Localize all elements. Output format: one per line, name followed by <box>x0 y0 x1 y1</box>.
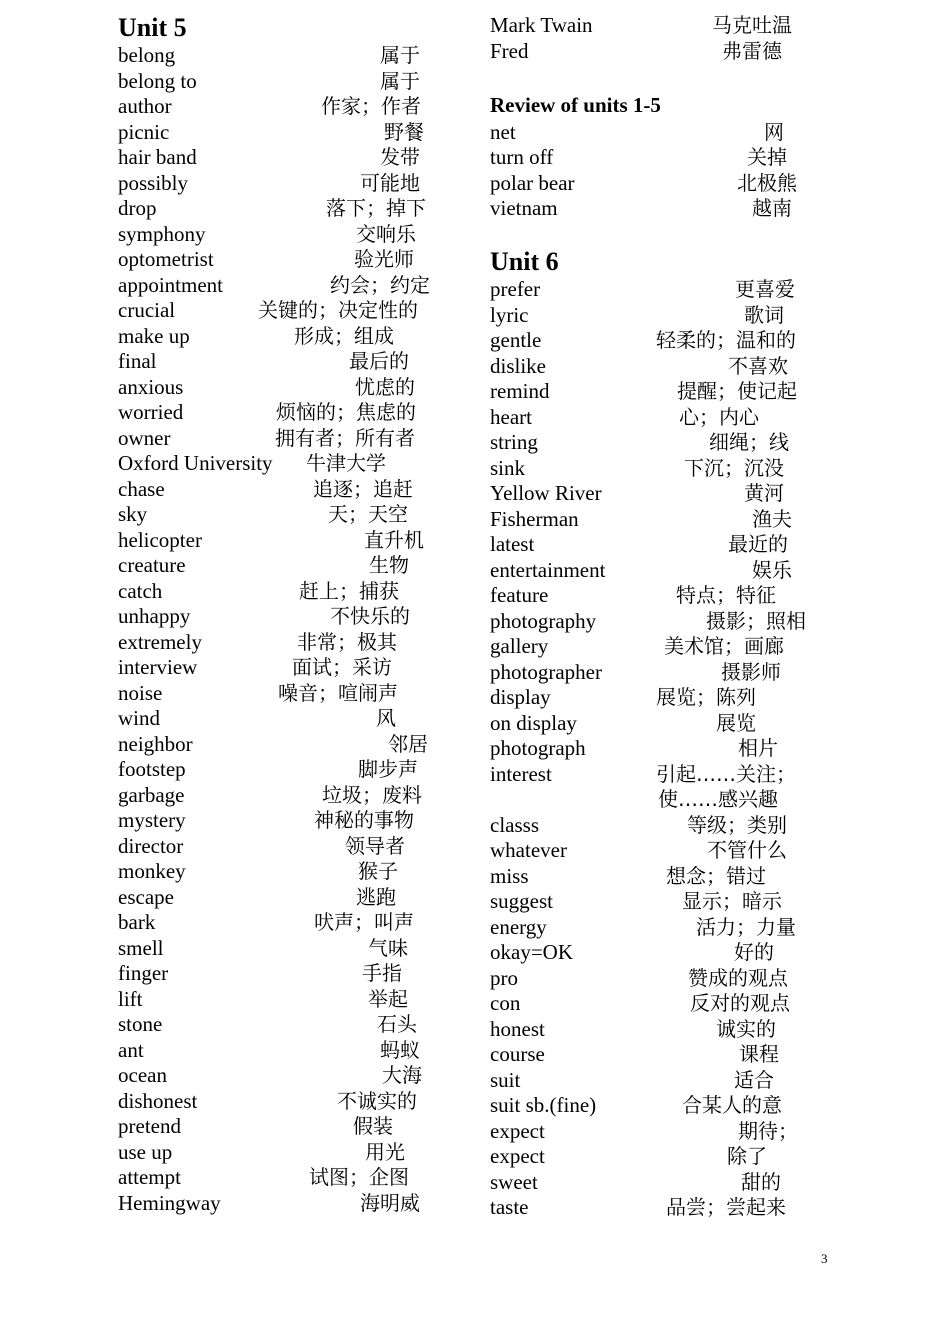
chinese-meaning: 神秘的事物 <box>314 808 414 832</box>
english-word: wind <box>118 706 160 730</box>
english-word: mystery <box>118 808 186 832</box>
chinese-meaning: 展览；陈列 <box>656 685 756 709</box>
english-word: creature <box>118 553 186 577</box>
chinese-meaning: 牛津大学 <box>306 451 386 475</box>
chinese-meaning: 发带 <box>380 145 420 169</box>
chinese-meaning: 忧虑的 <box>355 374 415 399</box>
english-word: taste <box>490 1195 529 1219</box>
vocab-row <box>490 634 830 660</box>
vocab-row <box>118 43 458 69</box>
english-word: latest <box>490 532 535 556</box>
vocab-row <box>118 1165 458 1191</box>
vocab-row <box>118 1191 458 1217</box>
chinese-meaning: 反对的观点 <box>690 991 790 1015</box>
vocab-row <box>490 609 830 635</box>
vocab-row <box>118 222 458 248</box>
english-word: con <box>490 991 521 1015</box>
vocab-row <box>490 1042 830 1068</box>
english-word: Oxford University <box>118 451 273 475</box>
english-word: Fisherman <box>490 506 579 531</box>
chinese-meaning: 假装 <box>353 1114 393 1138</box>
english-word: lift <box>118 986 143 1011</box>
chinese-meaning: 下沉；沉没 <box>684 455 784 480</box>
chinese-meaning: 脚步声 <box>358 757 418 781</box>
english-word: interview <box>118 655 198 679</box>
english-word: drop <box>118 196 157 220</box>
chinese-meaning: 美术馆；画廊 <box>664 634 784 658</box>
vocab-row <box>490 838 830 864</box>
chinese-meaning: 更喜爱 <box>735 277 795 301</box>
unit5-continued-list <box>490 13 830 64</box>
english-word: expect <box>490 1144 545 1168</box>
vocab-row <box>118 655 458 681</box>
english-word: pretend <box>118 1114 181 1138</box>
english-word: photographer <box>490 659 602 684</box>
chinese-meaning: 举起 <box>368 986 408 1011</box>
chinese-meaning: 形成；组成 <box>294 323 394 348</box>
vocab-row <box>490 1068 830 1094</box>
english-word: catch <box>118 578 163 603</box>
chinese-meaning: 邻居 <box>388 731 428 756</box>
chinese-meaning: 好的 <box>734 940 774 964</box>
vocab-row <box>118 528 458 554</box>
english-word: photography <box>490 608 597 633</box>
vocab-row <box>118 349 458 375</box>
english-word: photograph <box>490 736 586 760</box>
chinese-meaning: 属于 <box>380 68 420 93</box>
vocab-row <box>490 196 830 222</box>
english-word: whatever <box>490 838 567 862</box>
english-word: anxious <box>118 374 184 399</box>
chinese-meaning: 引起……关注； <box>656 761 796 786</box>
vocab-row <box>118 324 458 350</box>
right-column <box>490 13 830 1221</box>
chinese-meaning: 生物 <box>369 553 409 577</box>
english-word: finger <box>118 961 169 985</box>
vocab-row <box>118 732 458 758</box>
english-word: honest <box>490 1016 545 1041</box>
english-word: prefer <box>490 277 541 301</box>
chinese-meaning: 试图；企图 <box>309 1165 409 1189</box>
english-word: turn off <box>490 145 554 169</box>
english-word: course <box>490 1042 545 1066</box>
vocab-row <box>490 660 830 686</box>
vocab-row <box>118 196 458 222</box>
english-word: escape <box>118 884 174 909</box>
vocab-row <box>490 39 830 65</box>
vocab-row <box>490 532 830 558</box>
chinese-meaning: 不快乐的 <box>330 604 410 628</box>
chinese-meaning: 落下；掉下 <box>326 196 426 220</box>
vocab-row <box>490 1093 830 1119</box>
vocab-row <box>118 604 458 630</box>
unit5-heading: Unit 5 <box>118 13 187 42</box>
english-word: owner <box>118 425 171 450</box>
chinese-meaning: 逃跑 <box>356 884 396 909</box>
chinese-meaning: 相片 <box>738 736 778 760</box>
vocab-row <box>490 507 830 533</box>
english-word: classs <box>490 812 539 837</box>
english-word: vietnam <box>490 196 558 220</box>
vocab-row <box>490 1170 830 1196</box>
vocab-row <box>118 1038 458 1064</box>
vocab-row <box>490 481 830 507</box>
vocab-row <box>490 685 830 711</box>
vocab-row <box>118 1140 458 1166</box>
english-word: worried <box>118 400 184 424</box>
chinese-meaning: 最后的 <box>349 349 409 373</box>
chinese-meaning: 大海 <box>382 1063 422 1087</box>
chinese-meaning: 石头 <box>377 1012 417 1036</box>
chinese-meaning: 猴子 <box>358 859 398 883</box>
english-word: sink <box>490 455 526 480</box>
vocab-row <box>490 864 830 890</box>
chinese-meaning: 等级；类别 <box>687 812 787 837</box>
chinese-meaning: 课程 <box>739 1042 779 1066</box>
vocab-row <box>118 426 458 452</box>
chinese-meaning: 赶上；捕获 <box>299 578 399 603</box>
vocab-row <box>118 477 458 503</box>
english-word: entertainment <box>490 557 606 582</box>
english-word: neighbor <box>118 731 193 756</box>
chinese-meaning: 展览 <box>716 710 756 735</box>
english-word: okay=OK <box>490 940 573 964</box>
chinese-meaning: 显示；暗示 <box>682 889 782 913</box>
chinese-meaning: 约会；约定 <box>330 272 430 297</box>
english-word: noise <box>118 680 163 705</box>
english-word: stone <box>118 1012 163 1036</box>
vocab-row <box>490 1017 830 1043</box>
english-word: belong <box>118 43 176 67</box>
vocab-row <box>118 171 458 197</box>
english-word: sweet <box>490 1169 538 1194</box>
chinese-meaning: 野餐 <box>384 119 424 144</box>
chinese-meaning: 最近的 <box>728 532 788 556</box>
english-word: garbage <box>118 782 185 807</box>
chinese-meaning: 适合 <box>734 1067 774 1092</box>
vocab-row <box>490 328 830 354</box>
chinese-meaning: 使……感兴趣 <box>658 787 778 811</box>
vocab-row <box>118 936 458 962</box>
english-word: director <box>118 833 184 858</box>
vocab-row <box>118 706 458 732</box>
chinese-meaning: 不喜欢 <box>728 353 788 378</box>
chinese-meaning: 活力；力量 <box>696 914 796 939</box>
chinese-meaning: 关键的；决定性的 <box>258 298 418 322</box>
chinese-meaning: 除了 <box>727 1144 767 1168</box>
vocab-row <box>490 915 830 941</box>
english-word: extremely <box>118 629 202 654</box>
english-word: suggest <box>490 889 553 913</box>
chinese-meaning: 用光 <box>365 1139 405 1164</box>
vocab-row <box>118 298 458 324</box>
vocab-row <box>490 171 830 197</box>
chinese-meaning: 合某人的意 <box>682 1093 782 1117</box>
english-word: unhappy <box>118 604 191 628</box>
chinese-meaning: 轻柔的；温和的 <box>656 328 796 352</box>
english-word: suit sb.(fine) <box>490 1093 597 1117</box>
vocab-row <box>490 1195 830 1221</box>
vocab-row <box>118 961 458 987</box>
english-word: monkey <box>118 859 186 883</box>
chinese-meaning: 非常；极其 <box>297 629 397 654</box>
vocab-row <box>118 94 458 120</box>
english-word: Yellow River <box>490 481 602 505</box>
english-word: hair band <box>118 145 197 169</box>
english-word: heart <box>490 404 532 429</box>
english-word: gallery <box>490 634 549 658</box>
english-word: picnic <box>118 119 170 144</box>
chinese-meaning: 交响乐 <box>356 221 416 246</box>
vocab-row <box>490 405 830 431</box>
vocab-row <box>118 553 458 579</box>
vocab-row <box>118 1012 458 1038</box>
english-word: sky <box>118 502 148 526</box>
english-word: smell <box>118 935 164 960</box>
chinese-meaning: 属于 <box>380 43 420 67</box>
vocab-row <box>118 579 458 605</box>
chinese-meaning: 弗雷德 <box>722 38 782 63</box>
vocab-row <box>490 456 830 482</box>
chinese-meaning: 网 <box>764 119 784 144</box>
vocab-row <box>118 1114 458 1140</box>
english-word: use up <box>118 1139 173 1164</box>
vocab-row <box>118 808 458 834</box>
chinese-meaning: 娱乐 <box>752 557 792 582</box>
english-word: Hemingway <box>118 1190 221 1215</box>
chinese-meaning: 细绳；线 <box>709 430 789 454</box>
vocab-row <box>490 354 830 380</box>
chinese-meaning: 烦恼的；焦虑的 <box>276 400 416 424</box>
chinese-meaning: 噪音；喧闹声 <box>278 680 398 705</box>
english-word: crucial <box>118 298 176 322</box>
chinese-meaning: 赞成的观点 <box>688 965 788 990</box>
english-word: Fred <box>490 38 529 63</box>
vocab-row <box>490 430 830 456</box>
vocab-row <box>490 940 830 966</box>
chinese-meaning: 期待； <box>738 1118 798 1143</box>
chinese-meaning: 吠声；叫声 <box>314 910 414 934</box>
english-word: symphony <box>118 221 206 246</box>
english-word: miss <box>490 863 529 888</box>
vocab-row <box>490 736 830 762</box>
chinese-meaning: 甜的 <box>741 1169 781 1194</box>
chinese-meaning: 天；天空 <box>328 502 408 526</box>
vocab-row <box>118 247 458 273</box>
chinese-meaning: 摄影师 <box>721 659 781 684</box>
chinese-meaning: 马克吐温 <box>712 13 792 37</box>
vocab-row <box>490 379 830 405</box>
chinese-meaning: 提醒；使记起 <box>677 379 797 403</box>
chinese-meaning: 直升机 <box>364 527 424 552</box>
vocab-row <box>118 1089 458 1115</box>
chinese-meaning: 渔夫 <box>752 506 792 531</box>
left-column <box>118 13 458 1216</box>
english-word: net <box>490 119 516 144</box>
vocab-row <box>118 120 458 146</box>
english-word: author <box>118 94 172 118</box>
english-word: make up <box>118 323 190 348</box>
vocab-row <box>490 711 830 737</box>
unit5-word-list <box>118 43 458 1216</box>
vocab-row <box>118 885 458 911</box>
vocab-row <box>118 757 458 783</box>
english-word: final <box>118 349 157 373</box>
vocab-row <box>118 783 458 809</box>
english-word: chase <box>118 476 165 501</box>
vocab-row <box>118 451 458 477</box>
vocab-row <box>118 681 458 707</box>
vocab-row <box>490 303 830 329</box>
english-word: bark <box>118 910 156 934</box>
chinese-meaning: 作家；作者 <box>321 94 421 118</box>
english-word: appointment <box>118 272 223 297</box>
english-word: helicopter <box>118 527 202 552</box>
chinese-meaning: 气味 <box>368 935 408 960</box>
chinese-meaning: 关掉 <box>747 145 787 169</box>
chinese-meaning: 摄影；照相 <box>706 608 806 633</box>
chinese-meaning: 诚实的 <box>716 1016 776 1041</box>
english-word: string <box>490 430 538 454</box>
vocab-row <box>118 910 458 936</box>
english-word: dislike <box>490 353 546 378</box>
vocab-row <box>490 813 830 839</box>
english-word: expect <box>490 1118 545 1143</box>
chinese-meaning: 北极熊 <box>737 170 797 195</box>
vocab-row <box>118 400 458 426</box>
english-word: feature <box>490 583 549 607</box>
english-word: interest <box>490 761 552 786</box>
vocab-row <box>490 583 830 609</box>
chinese-meaning: 品尝；尝起来 <box>666 1195 786 1219</box>
vocab-row <box>118 273 458 299</box>
vocab-row <box>490 558 830 584</box>
vocab-row <box>118 1063 458 1089</box>
english-word: optometrist <box>118 247 214 271</box>
vocab-row <box>118 630 458 656</box>
chinese-meaning: 蚂蚁 <box>380 1037 420 1062</box>
page-number: 3 <box>821 1251 828 1266</box>
chinese-meaning: 垃圾；废料 <box>322 782 422 807</box>
english-word: footstep <box>118 757 186 781</box>
chinese-meaning: 越南 <box>752 196 792 220</box>
english-word: pro <box>490 965 518 990</box>
vocab-row <box>118 502 458 528</box>
unit6-heading: Unit 6 <box>490 247 559 276</box>
chinese-meaning: 面试；采访 <box>292 655 392 679</box>
chinese-meaning: 验光师 <box>354 247 414 271</box>
vocab-row <box>490 762 830 788</box>
english-word: energy <box>490 914 547 939</box>
vocab-row <box>118 375 458 401</box>
english-word: ant <box>118 1037 144 1062</box>
vocab-row <box>490 13 830 39</box>
chinese-meaning: 拥有者；所有者 <box>275 425 415 450</box>
vocab-row <box>490 966 830 992</box>
vocab-row <box>490 787 830 813</box>
vocab-row <box>490 145 830 171</box>
unit6-word-list <box>490 277 830 1221</box>
english-word: attempt <box>118 1165 181 1189</box>
english-word: lyric <box>490 302 529 327</box>
english-word: gentle <box>490 328 542 352</box>
vocab-row <box>490 277 830 303</box>
chinese-meaning: 想念；错过 <box>666 863 766 888</box>
chinese-meaning: 可能地 <box>360 170 420 195</box>
english-word: possibly <box>118 170 189 195</box>
english-word: remind <box>490 379 550 403</box>
vocab-row <box>118 834 458 860</box>
vocab-row <box>118 987 458 1013</box>
vocab-row <box>490 1144 830 1170</box>
vocab-row <box>118 69 458 95</box>
english-word: display <box>490 685 551 709</box>
english-word: polar bear <box>490 170 575 195</box>
chinese-meaning: 心；内心 <box>679 404 759 429</box>
chinese-meaning: 不诚实的 <box>337 1088 417 1113</box>
vocab-row <box>490 889 830 915</box>
vocab-row <box>490 991 830 1017</box>
english-word: belong to <box>118 68 197 93</box>
vocab-row <box>490 1119 830 1145</box>
english-word: suit <box>490 1067 521 1092</box>
vocab-row <box>118 145 458 171</box>
chinese-meaning: 追逐；追赶 <box>313 476 413 501</box>
review-word-list <box>490 120 830 222</box>
english-word: on display <box>490 710 577 735</box>
english-word: ocean <box>118 1063 167 1087</box>
vocab-row <box>490 120 830 146</box>
vocab-row <box>118 859 458 885</box>
chinese-meaning: 手指 <box>362 961 402 985</box>
chinese-meaning: 歌词 <box>744 302 784 327</box>
review-heading: Review of units 1-5 <box>490 92 661 117</box>
chinese-meaning: 风 <box>376 706 396 730</box>
english-word: dishonest <box>118 1088 198 1113</box>
chinese-meaning: 不管什么 <box>707 838 787 862</box>
chinese-meaning: 领导者 <box>345 833 405 858</box>
english-word: Mark Twain <box>490 13 593 37</box>
chinese-meaning: 黄河 <box>744 481 784 505</box>
chinese-meaning: 海明威 <box>360 1190 420 1215</box>
chinese-meaning: 特点；特征 <box>676 583 776 607</box>
